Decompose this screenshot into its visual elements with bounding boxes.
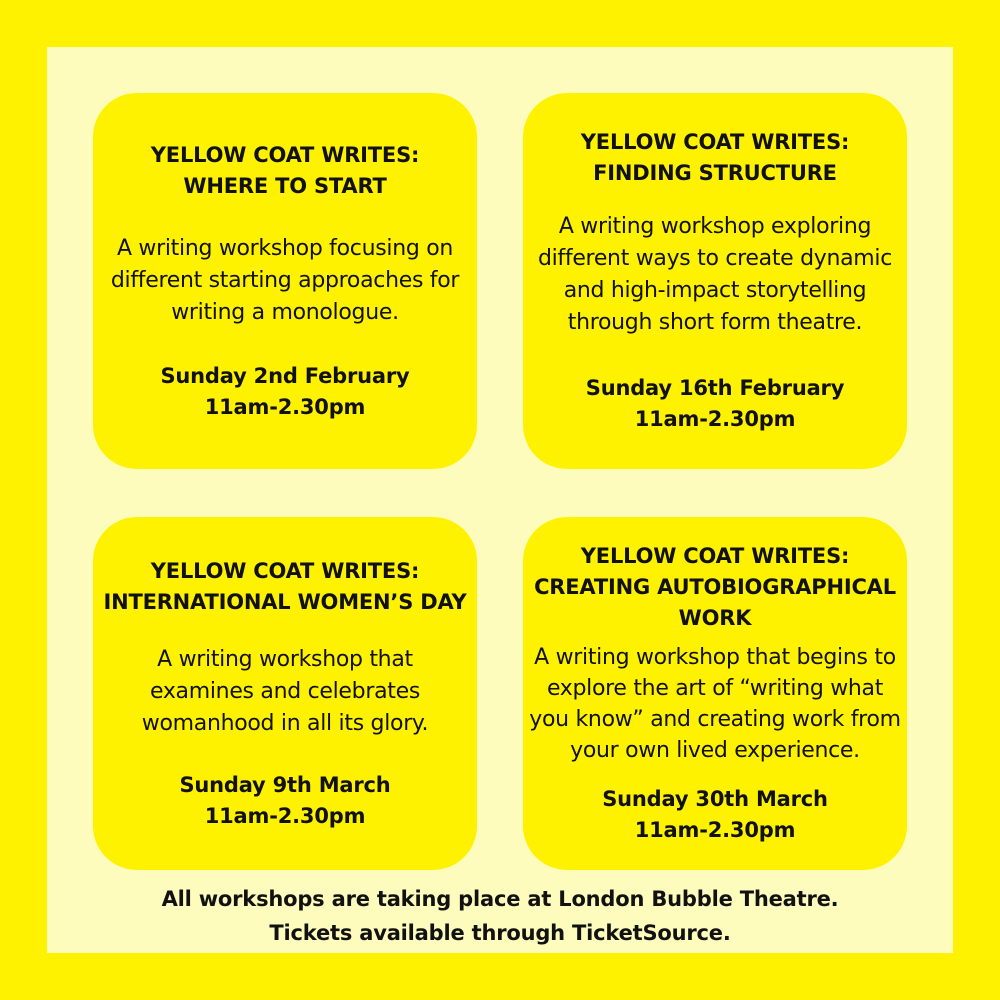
workshop-title: YELLOW COAT WRITES: WHERE TO START [150,142,420,198]
venue-footer: All workshops are taking place at London Bubble Theatre. Tickets available through TicketSource. [161,887,839,945]
workshop-card-creating-autobiographical-work [523,517,907,870]
workshop-title: YELLOW COAT WRITES: CREATING AUTOBIOGRAPHICAL WORK [534,544,896,630]
workshop-description: A writing workshop exploring different ways to create dynamic and high-impact storytelling through short form theatre. [537,214,893,335]
workshop-card-international-womens-day [93,517,477,870]
workshop-card-where-to-start [93,93,477,469]
workshop-title: YELLOW COAT WRITES: INTERNATIONAL WOMEN’S DAY [103,558,467,614]
workshop-date: Sunday 30th March 11am-2.30pm [602,787,828,842]
workshop-description: A writing workshop that begins to explore the art of “writing what you know” and creating work from your own lived experience. [529,645,901,763]
workshop-date: Sunday 9th March 11am-2.30pm [179,772,391,828]
workshop-card-finding-structure [523,93,907,469]
workshop-description: A writing workshop that examines and celebrates womanhood in all its glory. [141,646,429,736]
workshop-date: Sunday 2nd February 11am-2.30pm [160,363,410,419]
workshop-title: YELLOW COAT WRITES: FINDING STRUCTURE [580,130,850,185]
workshop-description: A writing workshop focusing on different starting approaches for writing a monologue. [110,235,460,325]
workshop-date: Sunday 16th February 11am-2.30pm [585,376,845,431]
